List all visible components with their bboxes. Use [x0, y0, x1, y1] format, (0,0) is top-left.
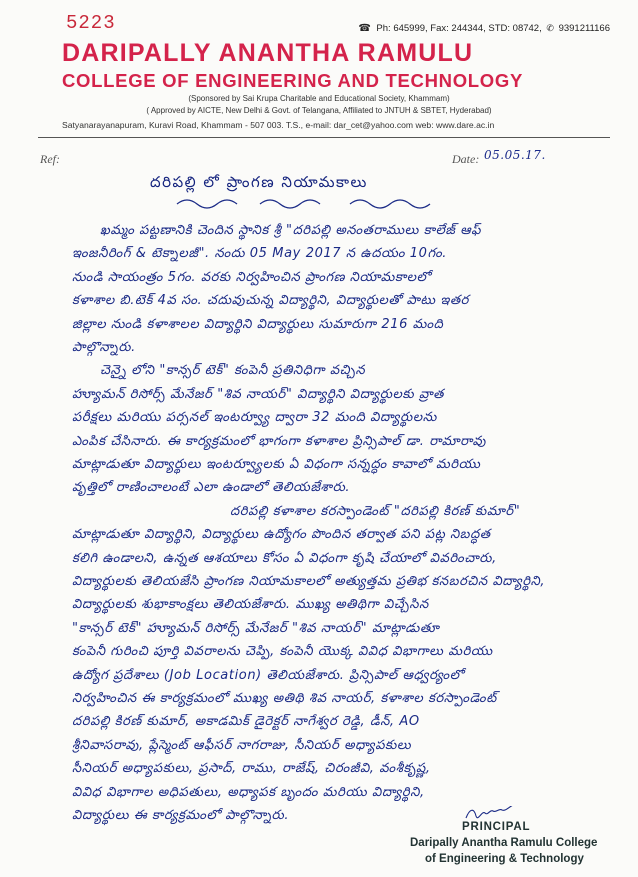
letter-line: "కాన్సర్ టెక్" హ్యూమన్ రిసోర్స్ మేనేజర్ "శివ నాయర్" మాట్లాడుతూ: [72, 620, 440, 636]
letter-line: హ్యూమన్ రిసోర్స్ మేనేజర్ "శివ నాయర్" విద్యార్థిని విద్యార్థులకు వ్రాత: [72, 386, 444, 402]
letter-line: ఎంపిక చేసినారు. ఈ కార్యక్రమంలో భాగంగా కళాశాల ప్రిన్సిపాల్ డా. రామారావు: [72, 433, 487, 449]
letter-line: నిర్వహించిన ఈ కార్యక్రమంలో ముఖ్య అతిథి శివ నాయర్, కళాశాల కరస్పాండెంట్: [72, 691, 497, 706]
letter-line: జిల్లాల నుండి కళాశాలల విద్యార్థిని విద్యార్థులు సుమారుగా 216 మంది: [72, 316, 444, 332]
principal-title: PRINCIPAL: [462, 821, 531, 833]
letter-line: విద్యార్థులకు శుభాకాంక్షలు తెలియజేశారు. ముఖ్య అతిథిగా విచ్చేసిన: [72, 597, 429, 613]
title-underline: [175, 196, 475, 212]
address-line: Satyanarayanapuram, Kuravi Road, Khammam - 507 003. T.S., e-mail: dar_cet@yahoo.com web: www.dare.ac.in: [62, 120, 495, 130]
principal-signature: [462, 806, 522, 822]
letter-line: సీనియర్ అధ్యాపకులు, ప్రసాద్, రాము, రాజేష్, చిరంజీవి, వంశీకృష్ణ,: [72, 761, 431, 777]
letter-line: దరిపల్లి కళాశాల కరస్పాండెంట్ "దరిపల్లి కిరణ్ కుమార్": [230, 503, 521, 519]
letter-line: నుండి సాయంత్రం 5గం. వరకు నిర్వహించిన ప్రాంగణ నియామకాలలో: [72, 269, 431, 285]
letter-line: మాట్లాడుతూ విద్యార్థులు ఇంటర్వ్యూలకు ఏ విధంగా సన్నద్ధం కావాలో మరియు: [72, 457, 481, 472]
letter-title: దరిపల్లి లో ప్రాంగణ నియామకాలు: [150, 173, 368, 191]
letter-line: కంపెనీ గురించి పూర్తి వివరాలను చెప్పి, కంపెనీ యొక్క వివిధ విభాగాలు మరియు: [72, 644, 493, 660]
contact-text: Ph: 645999, Fax: 244344, STD: 08742,: [376, 23, 542, 34]
mobile-number: 9391211166: [558, 23, 610, 34]
letter-line: కలిగి ఉండాలని, ఉన్నత ఆశయాలు కోసం ఏ విధంగా కృషి చేయాలో వివరించారు,: [72, 550, 497, 566]
letter-line: ఇంజనీరింగ్ & టెక్నాలజీ". నందు 05 May 2017 న ఉదయం 10గం.: [72, 246, 448, 262]
ref-label: Ref:: [40, 152, 60, 166]
contact-line: [270, 23, 610, 34]
stamp-college-subtitle: of Engineering & Technology: [425, 853, 584, 865]
date-value: 05.05.17.: [484, 148, 546, 162]
header-divider: [38, 137, 610, 138]
letter-line: మాట్లాడుతూ విద్యార్థిని, విద్యార్థులు ఉద్యోగం పొందిన తర్వాత పని పట్ల నిబద్ధత: [72, 527, 491, 543]
approval-line: ( Approved by AICTE, New Delhi & Govt. of Telangana, Affiliated to JNTUH & SBTET, Hyderabad): [146, 106, 492, 115]
letter-line: వివిధ విభాగాల అధిపతులు, అధ్యాపక బృందం మరియు విద్యార్థిని,: [72, 784, 425, 800]
sponsor-line: (Sponsored by Sai Krupa Charitable and Educational Society, Khammam): [188, 94, 450, 103]
phone-icon: ☎: [358, 23, 371, 34]
letter-line: పాల్గొన్నారు.: [72, 340, 136, 355]
letter-line: కళాశాల బి.టెక్ 4వ సం. చదువుచున్న విద్యార్థిని, విద్యార్థులతో పాటు ఇతర: [72, 293, 469, 309]
date-label: Date:: [452, 152, 480, 166]
serial-number: 5223: [66, 12, 116, 34]
college-subtitle: COLLEGE OF ENGINEERING AND TECHNOLOGY: [62, 70, 524, 91]
college-name: DARIPALLY ANANTHA RAMULU: [62, 39, 474, 67]
stamp-college-name: Daripally Anantha Ramulu College: [410, 837, 598, 849]
letter-line: చెన్నై లోని "కాన్సర్ టెక్" కంపెనీ ప్రతినిధిగా వచ్చిన: [100, 363, 366, 379]
letter-line: ఖమ్మం పట్టణానికి చెందిన స్థానిక శ్రీ "దరిపల్లి అనంతరాములు కాలేజ్ ఆఫ్: [100, 223, 482, 238]
letter-line: శ్రీనివాసరావు, ప్లేస్మెంట్ ఆఫీసర్ నాగరాజు, సీనియర్ అధ్యాపకులు: [72, 737, 412, 753]
letter-line: విద్యార్థులు ఈ కార్యక్రమంలో పాల్గొన్నారు.: [72, 808, 290, 823]
letter-line: దరిపల్లి కిరణ్ కుమార్, అకాడమిక్ డైరెక్టర్ నాగేశ్వర రెడ్డి, డీన్, AO: [72, 714, 420, 730]
letter-line: పరీక్షలు మరియు పర్సనల్ ఇంటర్వ్యూ ద్వారా 32 మంది విద్యార్థులను: [72, 410, 437, 426]
letter-line: విద్యార్థులకు తెలియజేసి ప్రాంగణ నియామకాలలో అత్యుత్తమ ప్రతిభ కనబరచిన విద్యార్థిని,: [72, 574, 546, 589]
letter-line: ఉద్యోగ ప్రదేశాలు (Job Location) తెలియజేశారు. ప్రిన్సిపాల్ ఆధ్వర్యంలో: [72, 667, 464, 683]
mobile-icon: ✆: [546, 23, 554, 33]
letter-line: వృత్తిలో రాణించాలంటే ఎలా ఉండాలో తెలియజేశారు.: [72, 480, 351, 496]
